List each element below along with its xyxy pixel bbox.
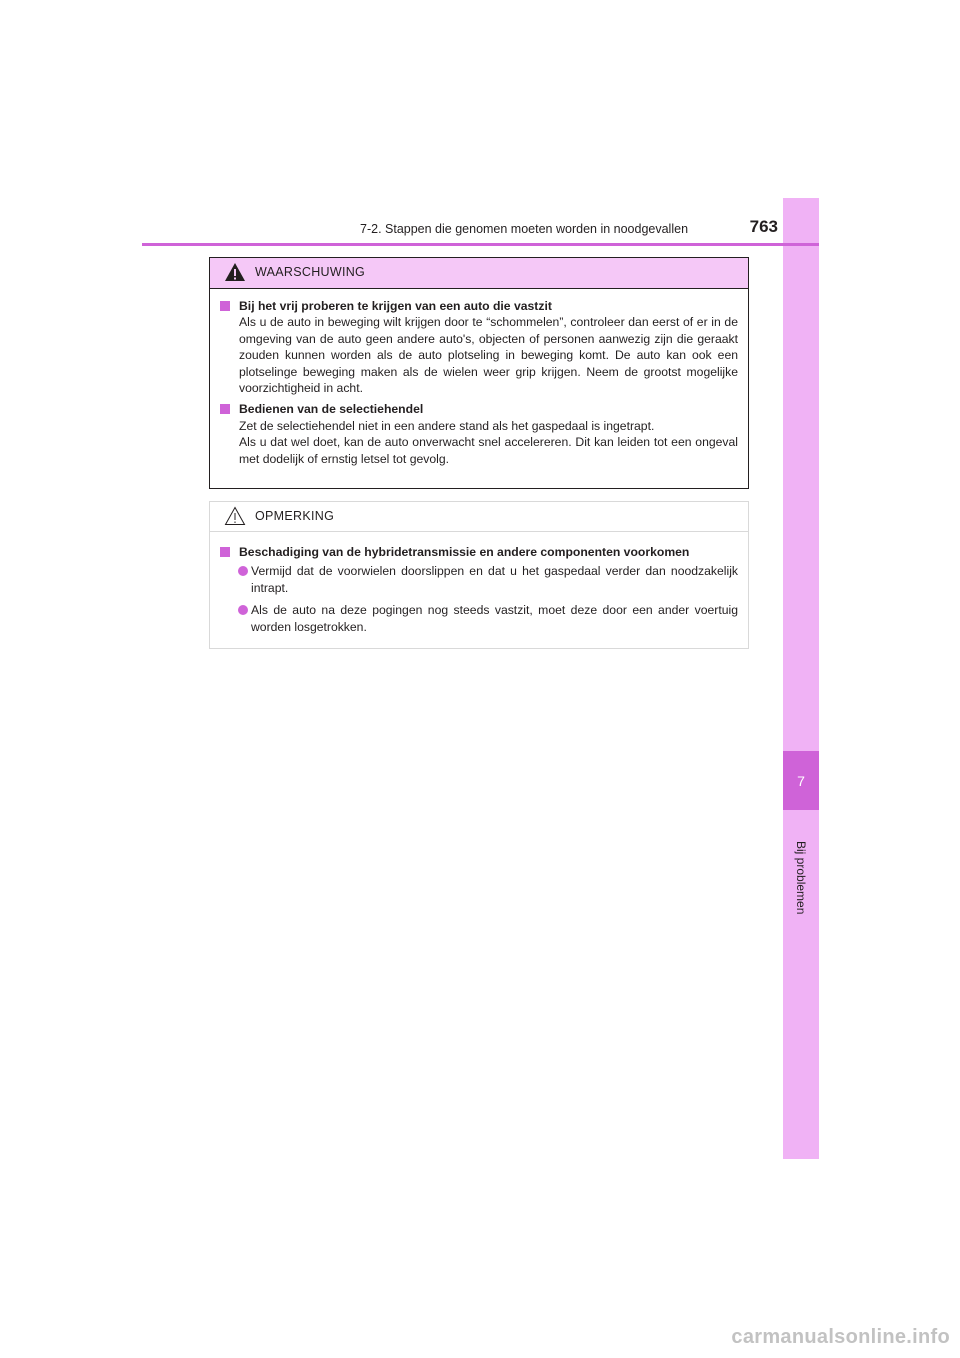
- notice-bullet: [219, 602, 738, 635]
- warning-header: [210, 258, 748, 289]
- header-section-title: 7-2. Stappen die genomen moeten worden in noodgevallen: [360, 222, 689, 236]
- notice-heading-text: Beschadiging van de hybridetransmissie en andere componenten voorkomen: [239, 545, 690, 559]
- warning-item-heading-text: Bij het vrij proberen te krijgen van een auto die vastzit: [239, 299, 552, 313]
- chapter-label: Bij problemen: [794, 841, 808, 915]
- caution-outline-triangle-icon: [224, 506, 246, 526]
- notice-bullet: [219, 563, 738, 596]
- side-tab: [783, 198, 819, 1159]
- chapter-number-tab: 7: [783, 751, 819, 810]
- watermark: carmanualsonline.info: [731, 1326, 950, 1348]
- warning-item-text: Als u de auto in beweging wilt krijgen door te “schommelen”, controleer dan eerst of er in de omgeving van de auto geen andere auto's, objecten of personen aanwezig zijn die geraakt zouden kunnen worden als de auto plotseling in beweging komt. De auto kan ook een plotselinge beweging maken als de wielen weer grip krijgen. Neem de grootst mogelijke voorzichtigheid in acht.: [239, 315, 738, 396]
- header-divider: [142, 243, 819, 246]
- warning-item-heading: [219, 401, 738, 417]
- square-bullet-icon: [220, 404, 230, 414]
- notice-heading: [219, 544, 738, 560]
- warning-body: [210, 289, 748, 467]
- warning-item-text: Zet de selectiehendel niet in een andere stand als het gaspedaal is ingetrapt.: [239, 418, 655, 433]
- square-bullet-icon: [220, 547, 230, 557]
- notice-bullet-text: Vermijd dat de voorwielen doorslippen en dat u het gaspedaal verder dan noodzakelijk intrapt.: [251, 564, 738, 595]
- warning-item-heading-text: Bedienen van de selectiehendel: [239, 402, 424, 417]
- warning-item-heading: [219, 298, 738, 314]
- notice-bullet-text: Als de auto na deze pogingen nog steeds vastzit, moet deze door een ander voertuig worden losgetrokken.: [251, 603, 738, 634]
- notice-box: [209, 501, 749, 649]
- warning-triangle-icon: [224, 262, 246, 282]
- square-bullet-icon: [220, 301, 230, 311]
- circle-bullet-icon: [238, 566, 248, 576]
- page-number: 763: [749, 217, 778, 236]
- warning-box: [209, 257, 749, 489]
- notice-body: [210, 532, 748, 635]
- warning-title: WAARSCHUWING: [255, 265, 366, 279]
- notice-header: [210, 502, 748, 532]
- circle-bullet-icon: [238, 605, 248, 615]
- notice-title: OPMERKING: [255, 509, 335, 523]
- warning-item-text-2: Als u dat wel doet, kan de auto onverwacht snel accelereren. Dit kan leiden tot een ongeval met dodelijk of ernstig letsel tot gevolg.: [239, 435, 738, 466]
